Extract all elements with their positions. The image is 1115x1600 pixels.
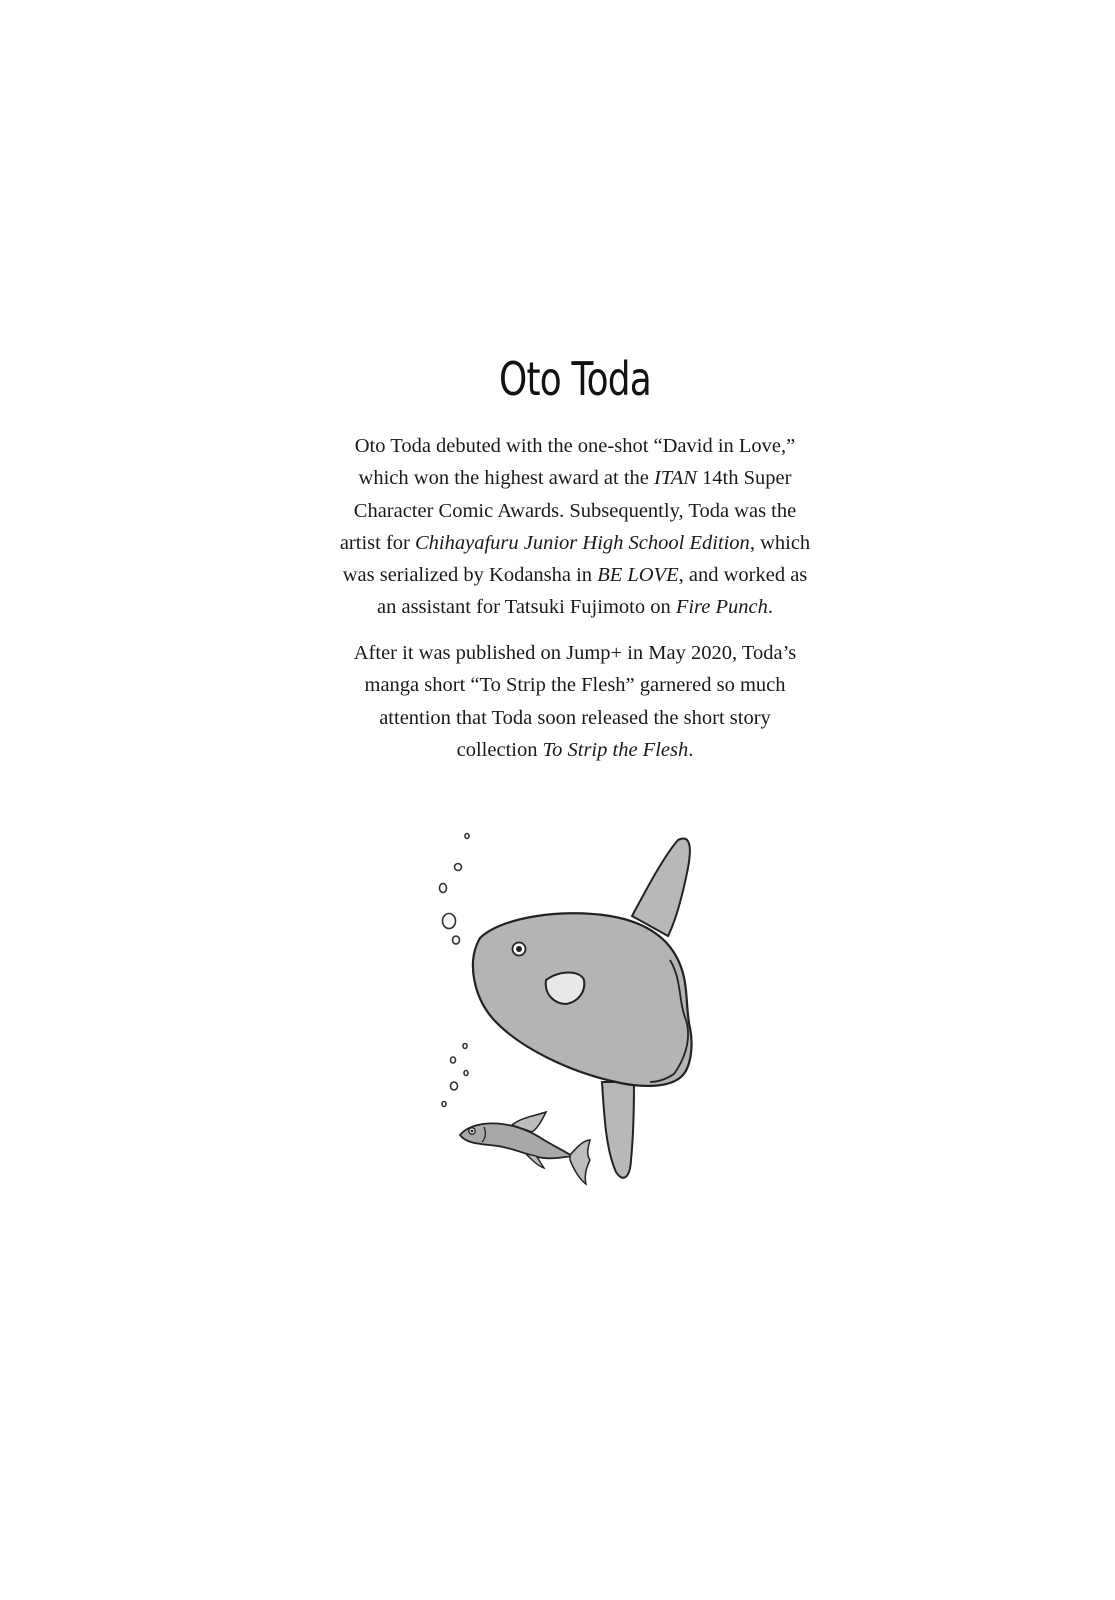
italic-title-text: Fire Punch bbox=[675, 596, 768, 619]
bio-text: attention that Toda soon released the short story bbox=[379, 706, 771, 729]
bubble bbox=[443, 914, 456, 929]
bubble bbox=[464, 1071, 468, 1076]
bio-paragraph-1 bbox=[320, 430, 830, 624]
small-fish bbox=[460, 1112, 590, 1184]
bio-text: was serialized by Kodansha in bbox=[342, 564, 598, 587]
italic-title-text: To Strip the Flesh bbox=[542, 738, 689, 761]
bio-text: After it was published on Jump+ in May 2020, Toda’s bbox=[353, 642, 797, 664]
bio-text: Character Comic Awards. Subsequently, Toda was the bbox=[353, 499, 797, 522]
small-fish-pupil bbox=[471, 1130, 474, 1133]
bio-text: , which bbox=[749, 531, 811, 554]
bubble bbox=[455, 864, 462, 871]
bubble bbox=[451, 1082, 458, 1090]
bubbles bbox=[440, 834, 470, 1107]
italic-title-text: Chihayafuru Junior High School Edition bbox=[414, 531, 750, 554]
bubble bbox=[465, 834, 469, 839]
sunfish-pupil bbox=[516, 946, 522, 952]
bio-text: collection bbox=[456, 738, 543, 761]
author-name-heading: Oto Toda bbox=[499, 352, 651, 406]
bubble bbox=[442, 1102, 446, 1107]
bio-line bbox=[320, 430, 830, 462]
bio-line bbox=[320, 527, 830, 559]
bubble bbox=[463, 1044, 467, 1049]
bio-line bbox=[320, 559, 830, 591]
small-fish-body bbox=[460, 1123, 572, 1158]
bio-text: Oto Toda debuted with the one-shot “David in Love,” bbox=[354, 435, 796, 457]
small-fish-tail-fin bbox=[570, 1140, 590, 1184]
italic-title-text: ITAN bbox=[654, 467, 697, 490]
bio-text: which won the highest award at the bbox=[358, 467, 655, 490]
bio-text: artist for bbox=[339, 531, 415, 554]
bio-line bbox=[320, 734, 830, 766]
sunfish-anal-fin bbox=[602, 1082, 634, 1178]
bio-text: . bbox=[767, 596, 773, 619]
bio-text: manga short “To Strip the Flesh” garnered so much bbox=[364, 674, 786, 697]
bubble bbox=[451, 1057, 456, 1063]
bubble bbox=[453, 936, 460, 944]
sunfish-body bbox=[473, 913, 692, 1086]
bio-paragraph-2 bbox=[320, 637, 830, 766]
bio-line bbox=[320, 495, 830, 527]
bio-line bbox=[320, 591, 830, 623]
sunfish-dorsal-fin bbox=[632, 838, 690, 936]
bubble bbox=[440, 884, 447, 893]
bio-line bbox=[320, 669, 830, 701]
bio-text: , and worked as bbox=[678, 564, 808, 587]
italic-title-text: BE LOVE bbox=[597, 564, 679, 587]
sunfish-illustration bbox=[420, 820, 720, 1200]
bio-line bbox=[320, 637, 830, 669]
bio-text: . bbox=[688, 738, 694, 761]
bio-line bbox=[320, 702, 830, 734]
bio-line bbox=[320, 462, 830, 494]
bio-text: 14th Super bbox=[696, 467, 792, 490]
bio-text: an assistant for Tatsuki Fujimoto on bbox=[377, 596, 676, 619]
